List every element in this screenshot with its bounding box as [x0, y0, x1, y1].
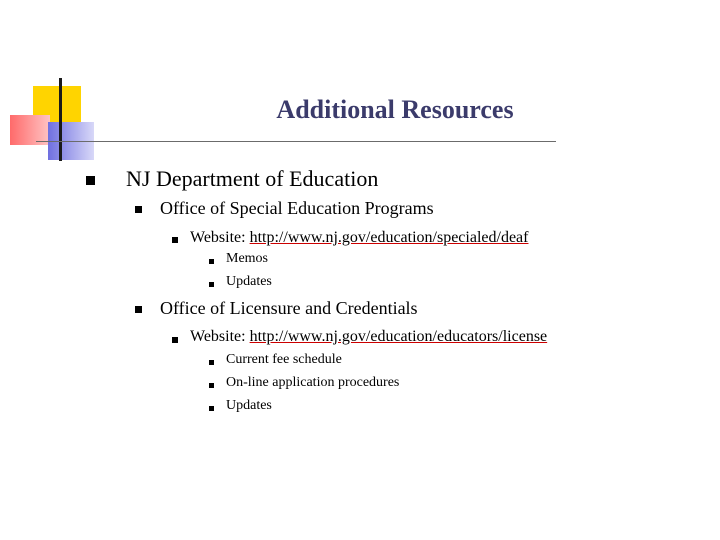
list-item-application-procedures: On-line application procedures: [226, 375, 400, 390]
website-label: Website:: [190, 229, 246, 246]
bullet-icon: [209, 383, 214, 388]
list-item-fee-schedule: Current fee schedule: [226, 352, 342, 367]
section-heading-licensure: Office of Licensure and Credentials: [160, 298, 418, 318]
bullet-icon: [209, 406, 214, 411]
bullet-icon: [86, 176, 95, 185]
list-item-updates: Updates: [226, 274, 272, 289]
bullet-icon: [209, 360, 214, 365]
list-item-memos: Memos: [226, 251, 268, 266]
bullet-icon: [172, 337, 178, 343]
special-ed-website-link[interactable]: http://www.nj.gov/education/specialed/deaf: [249, 229, 529, 246]
bullet-icon: [209, 282, 214, 287]
licensure-website-link[interactable]: http://www.nj.gov/education/educators/license: [249, 328, 548, 345]
bullet-icon: [172, 237, 178, 243]
bullet-icon: [135, 306, 142, 313]
slide-logo-graphic: [0, 0, 110, 170]
bullet-icon: [135, 206, 142, 213]
website-label: Website:: [190, 328, 246, 345]
slide-title: Additional Resources: [276, 95, 514, 124]
logo-vertical-line: [59, 78, 62, 161]
list-item-updates: Updates: [226, 398, 272, 413]
title-underline-rule: [36, 141, 556, 142]
website-line-special-ed: [190, 229, 528, 247]
bullet-icon: [209, 259, 214, 264]
section-heading-special-ed: Office of Special Education Programs: [160, 198, 434, 218]
level1-item: NJ Department of Education: [126, 166, 379, 191]
website-line-licensure: [190, 328, 547, 346]
